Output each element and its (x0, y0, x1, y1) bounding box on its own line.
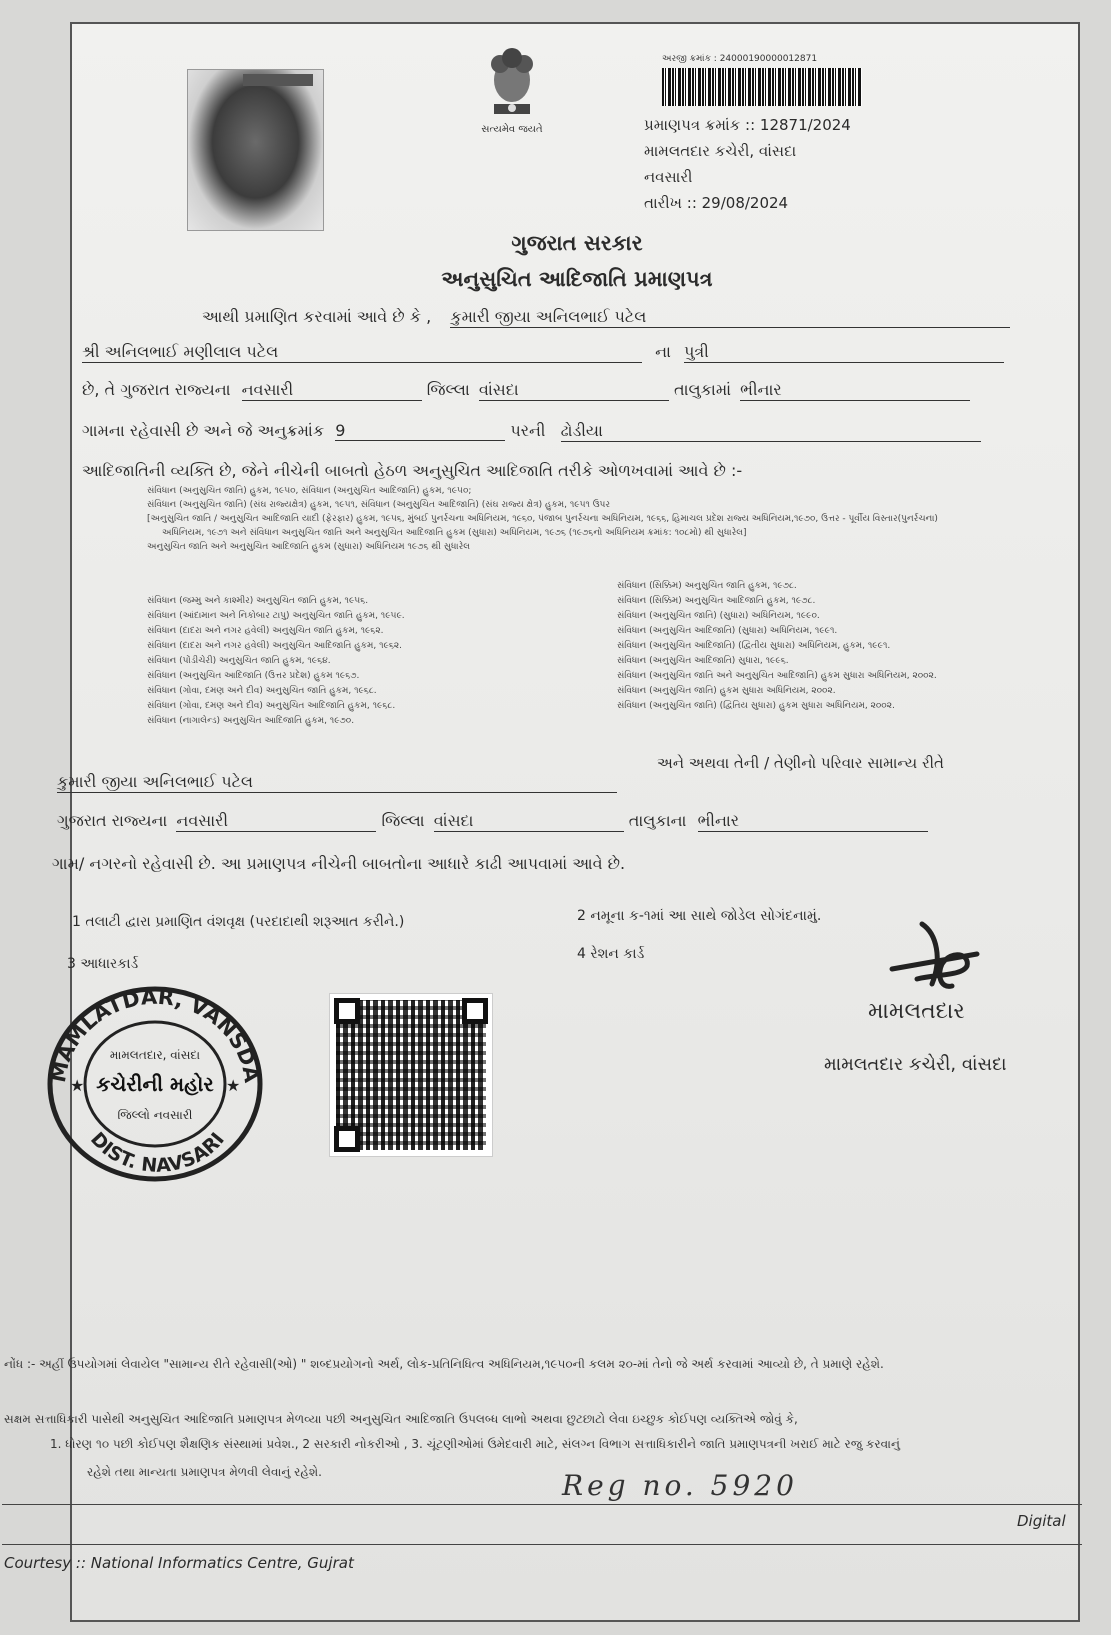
certificate-title: અનુસુચિત આદિજાતિ પ્રમાણપત્ર (441, 267, 713, 291)
document-item: 2 નમૂના ક-૧માં આ સાથે જોડેલ સોગંદનામું. (577, 908, 822, 924)
certificate-number: પ્રમાણપત્ર ક્રમાંક :: 12871/2024 (644, 116, 851, 134)
document-item: 1 તલાટી દ્વારા પ્રમાણિત વંશવૃક્ષ (પરદાદાથી શરૂઆત કરીને.) (72, 914, 405, 930)
family-taluka: વાંસદા (434, 811, 624, 832)
signature-mark (882, 914, 992, 1004)
star-icon: ★ (70, 1076, 85, 1095)
seal-top-text: MAMLATDAR, VANSDA (45, 984, 264, 1085)
svg-text:MAMLATDAR, VANSDA (46, 985, 264, 1085)
family-line: કુમારી જીયા અનિલભાઈ પટેલ અને અથવા તેની / તેણીનો પરિવાર સામાન્ય રીતે (57, 754, 944, 791)
family-district: નવસારી (176, 811, 376, 832)
note-2: સક્ષમ સત્તાધિકારી પાસેથી અનુસુચિત આદિજાતિ પ્રમાણપત્ર મેળવ્યા પછી અનુસુચિત આદિજાતિ ઉપલબ્ધ લાભો અથવા છુટછાટો લેવા ઇચ્છુક કોઈપણ વ્યક્તિએ જોવું કે, (4, 1412, 798, 1426)
village-value: ભીનાર (740, 380, 970, 401)
taluka-value: વાંસદા (479, 380, 669, 401)
family-location-line: ગુજરાત રાજ્યના નવસારી જિલ્લા વાંસદા તાલુકાના ભીનાર (57, 811, 1067, 832)
digital-label: Digital (1017, 1512, 1066, 1530)
header-meta (644, 112, 851, 216)
location-line: છે, તે ગુજરાત રાજ્યના નવસારી જિલ્લા વાંસદા તાલુકામાં ભીનાર (82, 380, 1062, 401)
document-item: 3 આધારકાર્ડ (67, 956, 139, 972)
government-title: ગુજરાત સરકાર (511, 231, 643, 255)
signatory-office: મામલતદાર કચેરી, વાંસદા (824, 1054, 1007, 1075)
seal-middle-text: કચેરીની મહોર (96, 1072, 214, 1096)
note-4: રહેશે તથા માન્યતા પ્રમાણપત્ર મેળવી લેવાનું રહેશે. (87, 1465, 322, 1479)
signatory-title: મામલતદાર (868, 999, 965, 1024)
star-icon: ★ (226, 1076, 241, 1095)
divider (2, 1504, 1082, 1505)
father-line: શ્રી અનિલભાઈ મણીલાલ પટેલ ના પુત્રી (82, 342, 1062, 363)
courtesy-note: Courtesy :: National Informatics Centre, Gujrat (4, 1554, 354, 1572)
recognition-line: આદિજાતિની વ્યક્તિ છે, જેને નીચેની બાબતો હેઠળ અનુસુચિત આદિજાતિ તરીકે ઓળખવામાં આવે છે :- (82, 461, 743, 480)
seal-inner-bottom: જિલ્લો નવસારી (117, 1108, 193, 1122)
orders-top: સંવિધાન (અનુસુચિત જાતિ) હુકમ, ૧૯૫૦, સંવિધાન (અનુસુચિત આદિજાતિ) હુકમ, ૧૯૫૦; સંવિધાન (અનુસુચિત જાતિ) (સંઘ રાજ્યક્ષેત્ર) હુકમ, ૧૯૫૧, સંવિધાન (અનુસુચિત આદિજાતિ) (સંઘ રાજ્ય ક્ષેત્ર) હુકમ, ૧૯૫૧ ઉપર [અનુસુચિત જાતિ / અનુસુચિત આદિજાતિ યાદી (ફેરફાર) હુકમ, ૧૯૫૬, મુંબઈ પુનર્રચના અધિનિયમ, ૧૯૬૦, પંજાબ પુનર્રચના અધિનિયમ, ૧૯૬૬, હિમાચલ પ્રદેશ રાજ્ય અધિનિયમ,૧૯૭૦, ઉત્તર - પૂર્વીય વિસ્તાર(પુનર્રચના) અધિનિયમ, ૧૯૭૧ અને સંવિધાન અનુસુચિત જાતિ અને અનુસુચિત આદિજાતિ હુકમ (સુધારા) અધિનિયમ, ૧૯૭૬ (૧૯૭૬નો અધિનિયમ ક્રમાંક: ૧૦૮મો) થી સુધારેલ] અનુસુચિત જાતિ અને અનુસુચિત આદિજાતિ હુકમ (સુધારા) અધિનિયમ ૧૯૭૬ થી સુધારેલ (147, 486, 938, 552)
emblem-caption: સત્યમેવ જયતે (481, 124, 543, 135)
father-name: શ્રી અનિલભાઈ મણીલાલ પટેલ (82, 342, 642, 363)
issuing-office: મામલતદાર કચેરી, વાંસદા (644, 142, 797, 160)
national-emblem-icon (472, 42, 552, 122)
issue-date: તારીખ :: 29/08/2024 (644, 194, 789, 212)
resident-line: ગામના રહેવાસી છે અને જે અનુક્રમાંક 9 પરની ઢોડીયા (82, 421, 1062, 442)
applicant-name: કુમારી જીયા અનિલભાઈ પટેલ (450, 307, 1010, 328)
relation: પુત્રી (684, 342, 1004, 363)
family-name: કુમારી જીયા અનિલભાઈ પટેલ (57, 772, 617, 793)
divider (2, 1544, 1082, 1545)
orders-left: સંવિધાન (જમ્મુ અને કાશ્મીર) અનુસુચિત જાતિ હુકમ, ૧૯૫૬. સંવિધાન (આંદામાન અને નિકોબાર ટાપુ) અનુસુચિત જાતિ હુકમ, ૧૯૫૯. સંવિધાન (દાદરા અને નગર હવેલી) અનુસુચિત જાતિ હુકમ, ૧૯૬૨. સંવિધાન (દાદરા અને નગર હવેલી) અનુસુચિત આદિજાતિ હુકમ, ૧૯૬૨. સંવિધાન (પોંડીચેરી) અનુસુચિત જાતિ હુકમ, ૧૯૬૪. સંવિધાન (અનુસુચિત આદિજાતિ (ઉત્તર પ્રદેશ) હુકમ ૧૯૬૭. સંવિધાન (ગોવા, દમણ અને દીવ) અનુસુચિત જાતિ હુકમ, ૧૯૬૮. સંવિધાન (ગોવા, દમણ અને દીવ) અનુસુચિત આદિજાતિ હુકમ, ૧૯૬૮. સંવિધાન (નાગાલેન્ડ) અનુસુચિત આદિજાતિ હુકમ, ૧૯૭૦. (147, 596, 405, 726)
basis-line: ગામ/ નગરનો રહેવાસી છે. આ પ્રમાણપત્ર નીચેની બાબતોના આધારે કાઢી આપવામાં આવે છે. (52, 854, 626, 873)
family-village: ભીનાર (698, 811, 928, 832)
document-item: 4 રેશન કાર્ડ (577, 946, 645, 962)
seal-inner-top: મામલતદાર, વાંસદા (109, 1048, 201, 1062)
district-value: નવસારી (242, 380, 422, 401)
orders-right: સંવિધાન (સિક્કિમ) અનુસુચિત જાતિ હુકમ, ૧૯૭૮. સંવિધાન (સિક્કિમ) અનુસુચિત આદિજાતિ હુકમ, ૧૯૭૮. સંવિધાન (અનુસુચિત જાતિ) (સુધારા) અધિનિયમ, ૧૯૯૦. સંવિધાન (અનુસુચિત આદિજાતિ) (સુધારા) અધિનિયમ, ૧૯૯૧. સંવિધાન (અનુસુચિત આદિજાતિ) (દ્વિતીય સુધારા) અધિનિયમ, હુકમ, ૧૯૯૧. સંવિધાન (અનુસુચિત આદિજાતિ) સુધારા, ૧૯૯૬. સંવિધાન (અનુસુચિત જાતિ અને અનુસુચિત આદિજાતિ) હુકમ સુધારા અધિનિયમ, ૨૦૦૨. સંવિધાન (અનુસુચિત જાતિ) હુકમ સુધારા અધિનિયમ, ૨૦૦૨. સંવિધાન (અનુસુચિત જાતિ) (દ્વિતિય સુધારા) હુકમ સુધારા અધિનિયમ, ૨૦૦૨. (617, 581, 937, 711)
handwritten-registration: Reg no. 5920 (562, 1469, 798, 1502)
qr-code (330, 994, 492, 1156)
seal-bottom-text: DIST. NAVSARI (86, 1128, 229, 1177)
note-1: નોંધ :- અહીં ઉપયોગમાં લેવાયેલ "સામાન્ય રીતે રહેવાસી(ઓ) " શબ્દપ્રયોગનો અર્થ, લોક-પ્રતિનિધિત્વ અધિનિયમ,૧૯૫૦ની કલમ ૨૦-માં તેનો જે અર્થ કરવામાં આવ્યો છે, તે પ્રમાણે રહેશે. (4, 1357, 884, 1371)
barcode (662, 68, 862, 106)
note-3: 1. ધોરણ ૧૦ પછી કોઈપણ શૈક્ષણિક સંસ્થામાં પ્રવેશ., 2 સરકારી નોકરીઓ , 3. ચૂંટણીઓમાં ઉમેદવારી માટે, સંલગ્ન વિભાગ સત્તાધિકારીને જાતિ પ્રમાણપત્રની ખરાઈ માટે રજુ કરવાનું (50, 1437, 900, 1451)
intro-line: આથી પ્રમાણિત કરવામાં આવે છે કે , કુમારી જીયા અનિલભાઈ પટેલ (202, 307, 1062, 328)
tribe-name: ઢોડીયા (561, 421, 981, 442)
header-district: નવસારી (644, 168, 693, 186)
applicant-photo (187, 69, 324, 231)
barcode-number: અરજી ક્રમાંક : 24000190000012871 (662, 54, 818, 64)
certificate-page (4, 22, 1080, 1622)
office-seal (40, 979, 270, 1189)
serial-number: 9 (335, 421, 505, 441)
